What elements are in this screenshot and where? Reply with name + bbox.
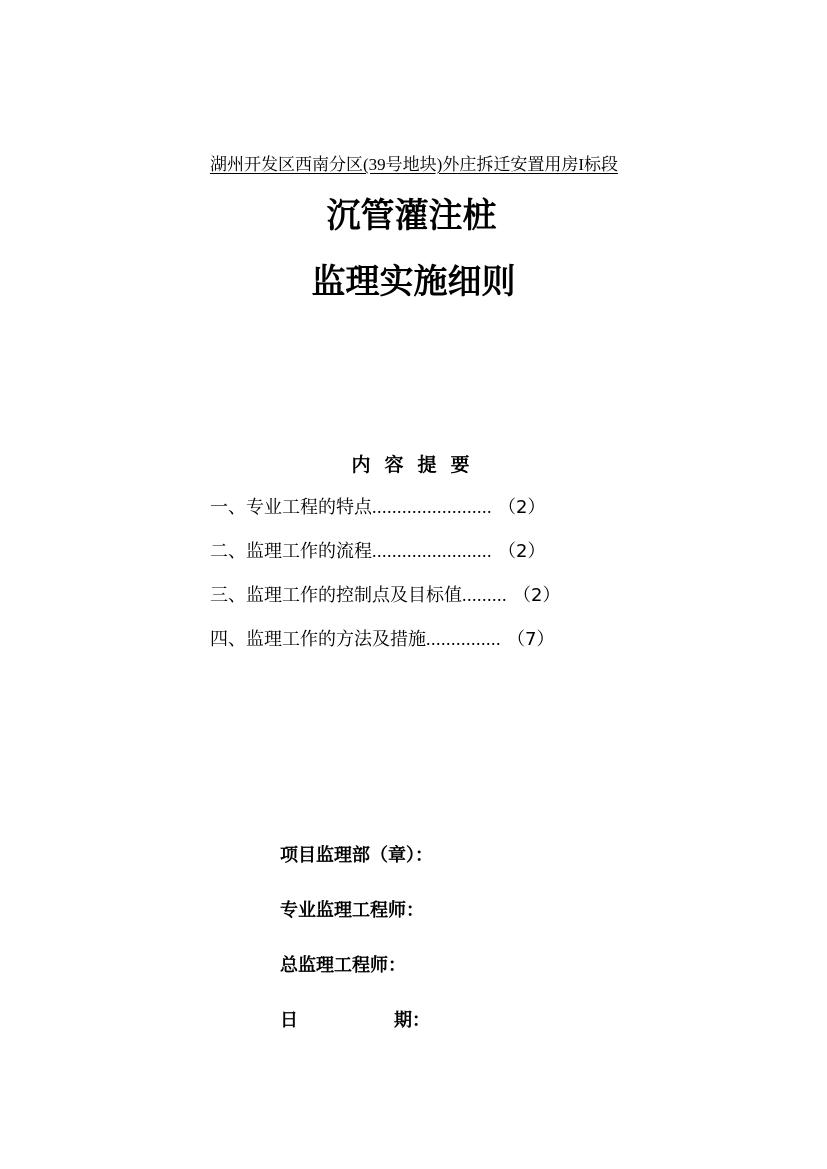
toc-item <box>210 537 610 581</box>
date-label-left: 日 <box>280 1010 298 1031</box>
project-name: 湖州开发区西南分区(39号地块)外庄拆迁安置用房I标段 <box>210 155 618 174</box>
toc-item-dots: ......... <box>462 585 507 605</box>
toc-item-label: 二、监理工作的流程 <box>210 541 372 562</box>
toc-item <box>210 625 610 669</box>
toc-item-dots: ........................ <box>372 497 492 517</box>
toc-item-page: （2） <box>513 585 561 606</box>
toc-item-label: 一、专业工程的特点 <box>210 497 372 518</box>
toc-item-page: （7） <box>507 629 555 650</box>
toc-heading: 内容提要 <box>351 454 484 476</box>
date-label <box>280 1007 430 1062</box>
chief-engineer-label: 总监理工程师： <box>280 955 406 976</box>
specialist-engineer-label: 专业监理工程师： <box>280 900 424 921</box>
document-title-line2: 监理实施细则 <box>311 262 516 302</box>
table-of-contents <box>210 493 610 669</box>
toc-item <box>210 581 610 625</box>
signature-block <box>280 842 580 1062</box>
toc-item-dots: ............... <box>426 629 501 649</box>
toc-item-page: （2） <box>498 497 546 518</box>
toc-item-page: （2） <box>498 541 546 562</box>
toc-item-dots: ........................ <box>372 541 492 561</box>
toc-item-label: 四、监理工作的方法及措施 <box>210 629 426 650</box>
toc-item <box>210 493 610 537</box>
date-label-right: 期： <box>394 1010 430 1031</box>
project-dept-seal-label: 项目监理部（章）： <box>280 845 433 866</box>
document-title-line1: 沉管灌注桩 <box>326 196 497 236</box>
toc-item-label: 三、监理工作的控制点及目标值 <box>210 585 462 606</box>
